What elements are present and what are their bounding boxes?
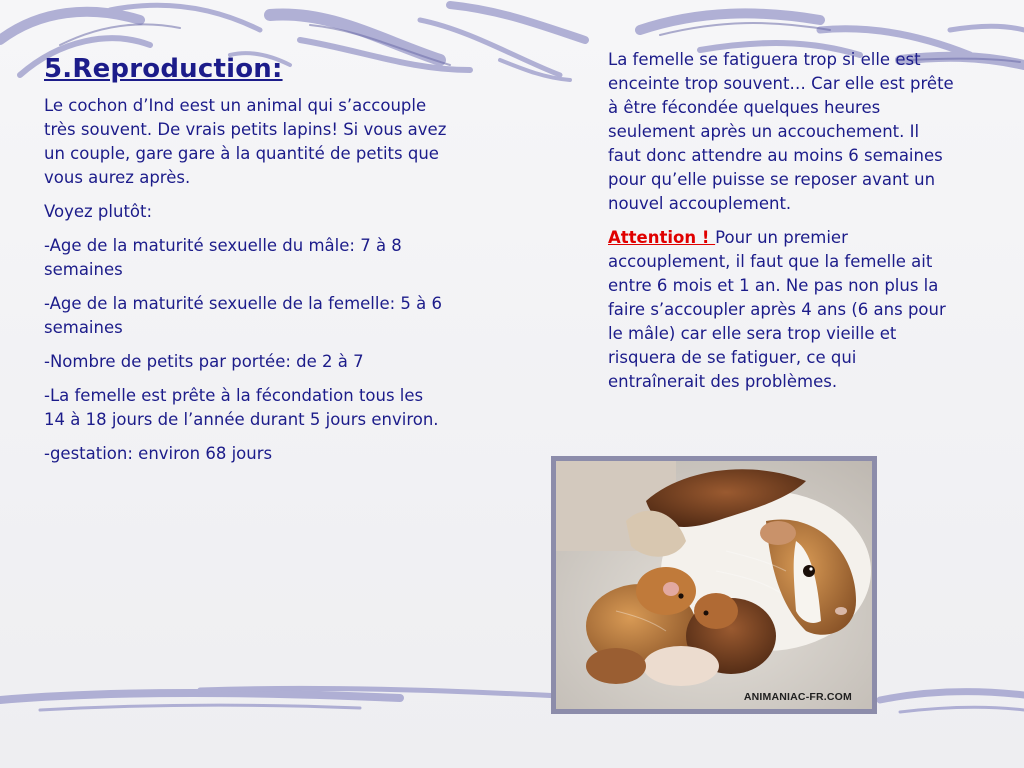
attention-text: Pour un premier accouplement, il faut que la femelle ait entre 6 mois et 1 an. Ne pas non plus la faire s’accoupler après 4 ans (6 ans pour le mâle) car elle sera trop vieille et risquera de se fatiguer, ce qui entraînerait des problèmes. [608,228,946,391]
fatigue-paragraph: La femelle se fatiguera trop si elle est enceinte trop souvent… Car elle est prête à être fécondée quelques heures seulement après un accouchement. Il faut donc attendre au moins 6 semaines pour qu’elle puisse se reposer avant un nouvel accouplement. [608,50,954,213]
fact-fecundation: -La femelle est prête à la fécondation tous les 14 à 18 jours de l’année durant 5 jours environ. [44,386,439,429]
fact-male-maturity: -Age de la maturité sexuelle du mâle: 7 à 8 semaines [44,236,402,279]
see-label: Voyez plutôt: [44,202,153,221]
photo-frame [551,456,877,714]
guinea-pig-illustration [556,461,872,709]
guinea-pig-photo [556,461,872,709]
fact-gestation: -gestation: environ 68 jours [44,444,273,463]
fact-litter-size: -Nombre de petits par portée: de 2 à 7 [44,352,364,371]
section-title: 5.Reproduction: [44,54,283,84]
photo-watermark: ANIMANIAC-FR.COM [743,691,852,703]
attention-paragraph [608,226,956,394]
fact-female-maturity: -Age de la maturité sexuelle de la femelle: 5 à 6 semaines [44,294,443,337]
intro-paragraph: Le cochon d’Ind eest un animal qui s’accouple très souvent. De vrais petits lapins! Si vous avez un couple, gare gare à la quantité de petits que vous aurez après. [44,96,447,187]
left-column [44,54,448,476]
right-column [608,48,956,404]
attention-label: Attention ! [608,228,716,247]
